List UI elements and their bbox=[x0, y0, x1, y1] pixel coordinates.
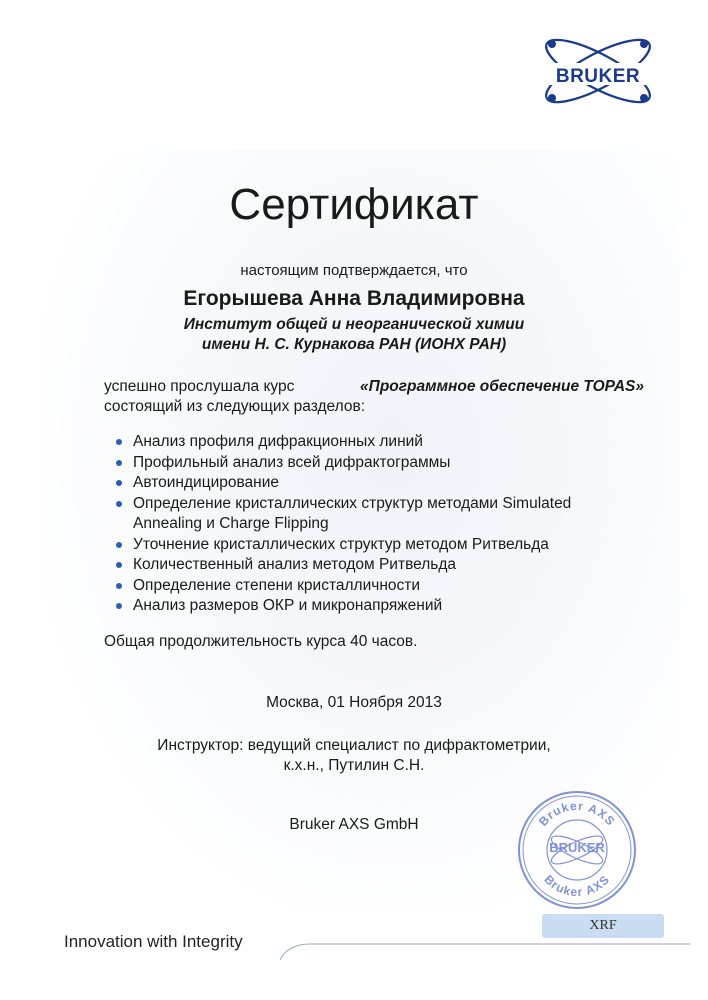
company-name: Bruker AXS GmbH bbox=[289, 816, 419, 833]
list-item bbox=[116, 432, 636, 453]
list-item bbox=[116, 453, 636, 474]
bruker-logo bbox=[532, 30, 664, 112]
course-duration: Общая продолжительность курса 40 часов. bbox=[104, 633, 418, 650]
stamp-bottom-text: Bruker AXS bbox=[541, 872, 613, 900]
institute-line-1: Институт общей и неорганической химии bbox=[183, 316, 525, 333]
instructor-line-2: к.х.н., Путилин С.Н. bbox=[283, 757, 425, 774]
footer-decorative-line bbox=[280, 940, 690, 980]
company-stamp bbox=[515, 788, 639, 912]
section-label: Автоиндицирование bbox=[133, 474, 279, 491]
section-label: Профильный анализ всей дифрактограммы bbox=[133, 453, 451, 471]
bullet-icon bbox=[116, 603, 122, 609]
bullet-icon bbox=[116, 439, 122, 445]
bullet-icon bbox=[116, 480, 122, 486]
xrf-label-box bbox=[542, 914, 664, 938]
confirm-text: настоящим подтверждается, что bbox=[240, 262, 468, 279]
list-item bbox=[116, 535, 636, 556]
xrf-label: XRF bbox=[589, 918, 617, 933]
bullet-icon bbox=[116, 460, 122, 466]
bullet-icon bbox=[116, 583, 122, 589]
bullet-icon bbox=[116, 562, 122, 568]
course-suffix: состоящий из следующих разделов: bbox=[104, 398, 366, 415]
svg-text:Bruker AXS bbox=[541, 872, 612, 899]
section-label: Анализ профиля дифракционных линий bbox=[133, 433, 423, 450]
stamp-center-text: BRUKER bbox=[549, 840, 605, 855]
list-item bbox=[116, 596, 636, 617]
list-item bbox=[116, 576, 636, 597]
person-name: Егорышева Анна Владимировна bbox=[183, 287, 525, 310]
list-item bbox=[116, 555, 636, 576]
list-item bbox=[116, 473, 636, 494]
section-label: Уточнение кристаллических структур методом Ритвельда bbox=[133, 535, 549, 553]
list-item bbox=[116, 494, 636, 535]
bullet-icon bbox=[116, 501, 122, 507]
section-label: Определение степени кристалличности bbox=[133, 576, 421, 594]
logo-text: BRUKER bbox=[555, 66, 641, 87]
course-prefix: успешно прослушала курс bbox=[104, 378, 295, 395]
section-label: Количественный анализ методом Ритвельда bbox=[133, 556, 457, 573]
svg-text:Bruker AXS bbox=[536, 799, 618, 829]
footer-curve-icon bbox=[280, 940, 690, 980]
course-sections-list bbox=[116, 432, 636, 617]
tagline: Innovation with Integrity bbox=[64, 932, 243, 951]
certificate-title: Сертификат bbox=[229, 180, 479, 229]
course-statement bbox=[104, 377, 644, 417]
section-label: Определение кристаллических структур методами Simulated Annealing и Charge Flipping bbox=[133, 494, 572, 532]
place-date: Москва, 01 Ноября 2013 bbox=[266, 694, 442, 711]
institute-line-2: имени Н. С. Курнакова РАН (ИОНХ РАН) bbox=[201, 336, 507, 353]
section-label: Анализ размеров ОКР и микронапряжений bbox=[133, 597, 443, 614]
course-name: «Программное обеспечение TOPAS» bbox=[360, 378, 644, 395]
stamp-top-text: Bruker AXS bbox=[535, 798, 619, 829]
bullet-icon bbox=[116, 542, 122, 548]
instructor-line-1: Инструктор: ведущий специалист по дифрактометрии, bbox=[157, 737, 551, 754]
